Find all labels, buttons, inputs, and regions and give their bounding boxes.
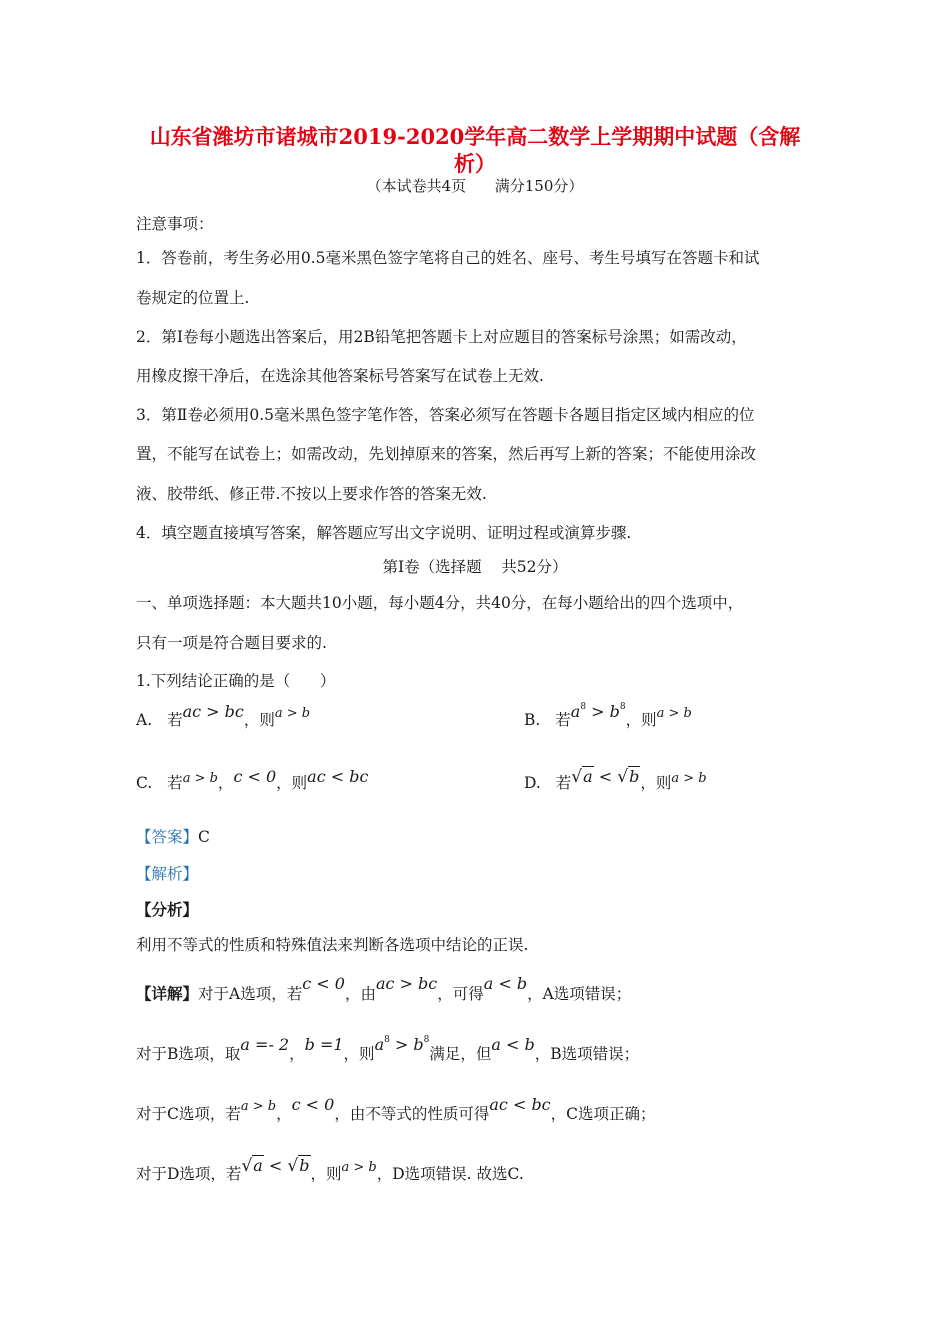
option-a-condition: ac > bc [182,702,244,721]
detail-b-text-5: ，B选项错误； [534,1045,640,1063]
option-b [524,702,692,730]
document-subtitle: （本试卷共4页 满分150分） [366,177,584,195]
option-a-then: ，则 [243,711,275,729]
detail-b-text-3: ，则 [343,1045,375,1063]
detail-d-text-1: 对于D选项，若 [136,1165,242,1183]
detail-b-text-1: 对于B选项，取 [136,1045,241,1063]
notice-line-2: 卷规定的位置上. [136,289,250,307]
option-c-separator: ， [217,774,234,792]
option-b-then: ，则 [625,711,657,729]
detail-c-math-2: c < 0 [291,1095,335,1114]
notice-line-4: 用橡皮擦干净后，在选涂其他答案标号答案写在试卷上无效. [136,367,544,385]
detail-b-math-3: $a^8 > b^8$ [374,1035,430,1054]
fenxi-tag: 【分析】 [136,900,199,919]
notice-line-3: 2．第Ⅰ卷每小题选出答案后，用2B铅笔把答题卡上对应题目的答案标号涂黑；如需改动， [136,328,747,346]
option-c-condition-1: a > b [182,771,218,786]
option-b-condition: $a^8 > b^8$ [570,702,626,721]
option-d-result: a > b [671,771,707,786]
option-d-condition: √a < √b [571,767,640,787]
detail-a-math-1: c < 0 [302,974,345,993]
option-c-if: 若 [167,774,183,792]
notice-line-8: 4．填空题直接填写答案，解答题应写出文字说明、证明过程或演算步骤. [136,524,632,542]
notice-line-5: 3．第Ⅱ卷必须用0.5毫米黑色签字笔作答，答案必须写在答题卡各题目指定区域内相应的位 [136,406,755,424]
option-c-then: ，则 [276,774,308,792]
detail-b-text-2: ， [289,1045,305,1063]
option-c [136,767,369,793]
detail-c-math-3: ac < bc [489,1095,551,1114]
notice-heading: 注意事项： [136,215,214,233]
detail-b-math-4: a < b [491,1035,535,1054]
option-d-label: D. [524,774,541,792]
answer-line [136,825,210,847]
notice-line-6: 置，不能写在试卷上；如需改动，先划掉原来的答案，然后再写上新的答案；不能使用涂改 [136,445,757,463]
document-title-line-1: 山东省潍坊市诸城市2019-2020学年高二数学上学期期中试题（含解 [149,124,801,149]
question-stem: 1.下列结论正确的是（ ） [136,672,336,690]
option-d-then: ，则 [640,774,672,792]
analysis-tag: 【解析】 [136,865,199,883]
answer-value: C [198,828,210,846]
detail-a-math-3: a < b [483,974,528,993]
option-a-label: A. [136,711,153,729]
detail-a-text-3: ，可得 [437,985,484,1003]
detail-tag: 【详解】 [136,984,199,1003]
detail-d-math-1: √a < √b [241,1156,310,1176]
detail-a-line [136,974,632,1004]
document-title-line-2: 析） [454,151,496,176]
detail-c-text-1: 对于C选项，若 [136,1105,241,1123]
detail-a-math-2: ac > bc [375,974,438,993]
option-a [136,702,311,730]
option-a-result: a > b [274,706,311,721]
fenxi-text: 利用不等式的性质和特殊值法来判断各选项中结论的正误. [136,936,529,954]
detail-d-math-2: a > b [341,1160,377,1175]
option-b-if: 若 [555,711,571,729]
detail-c-text-2: ， [276,1105,292,1123]
option-c-condition-2: c < 0 [233,767,277,786]
detail-a-text-1: 对于A选项，若 [198,985,303,1003]
detail-a-text-4: ，A选项错误； [527,985,632,1003]
section-title: 第Ⅰ卷（选择题 共52分） [382,558,568,576]
detail-c-text-4: ，C选项正确； [550,1105,656,1123]
part-one-line-1: 一、单项选择题：本大题共10小题，每小题4分，共40分，在每小题给出的四个选项中， [136,594,744,612]
detail-d-text-3: ，D选项错误. 故选C. [376,1165,524,1183]
detail-b-text-4: 满足，但 [429,1045,492,1063]
detail-d-line [136,1156,524,1184]
detail-b-math-2: b =1 [304,1035,344,1054]
notice-line-7: 液、胶带纸、修正带.不按以上要求作答的答案无效. [136,485,487,503]
option-b-label: B. [524,711,541,729]
option-c-result: ac < bc [307,767,369,786]
detail-b-math-1: a =- 2 [240,1035,290,1054]
option-d-if: 若 [555,774,572,792]
detail-b-line [136,1035,640,1064]
detail-d-text-2: ，则 [310,1165,342,1183]
detail-c-line [136,1095,656,1124]
answer-tag: 【答案】 [136,828,199,846]
option-d [524,767,707,793]
option-a-if: 若 [167,711,183,729]
part-one-line-2: 只有一项是符合题目要求的. [136,634,327,652]
detail-c-text-3: ，由不等式的性质可得 [334,1105,490,1123]
option-c-label: C. [136,774,153,792]
detail-c-math-1: a > b [240,1099,277,1114]
option-b-result: a > b [656,706,692,721]
detail-a-text-2: ，由 [344,985,376,1003]
notice-line-1: 1．答卷前，考生务必用0.5毫米黑色签字笔将自己的姓名、座号、考生号填写在答题卡和试 [136,249,760,267]
